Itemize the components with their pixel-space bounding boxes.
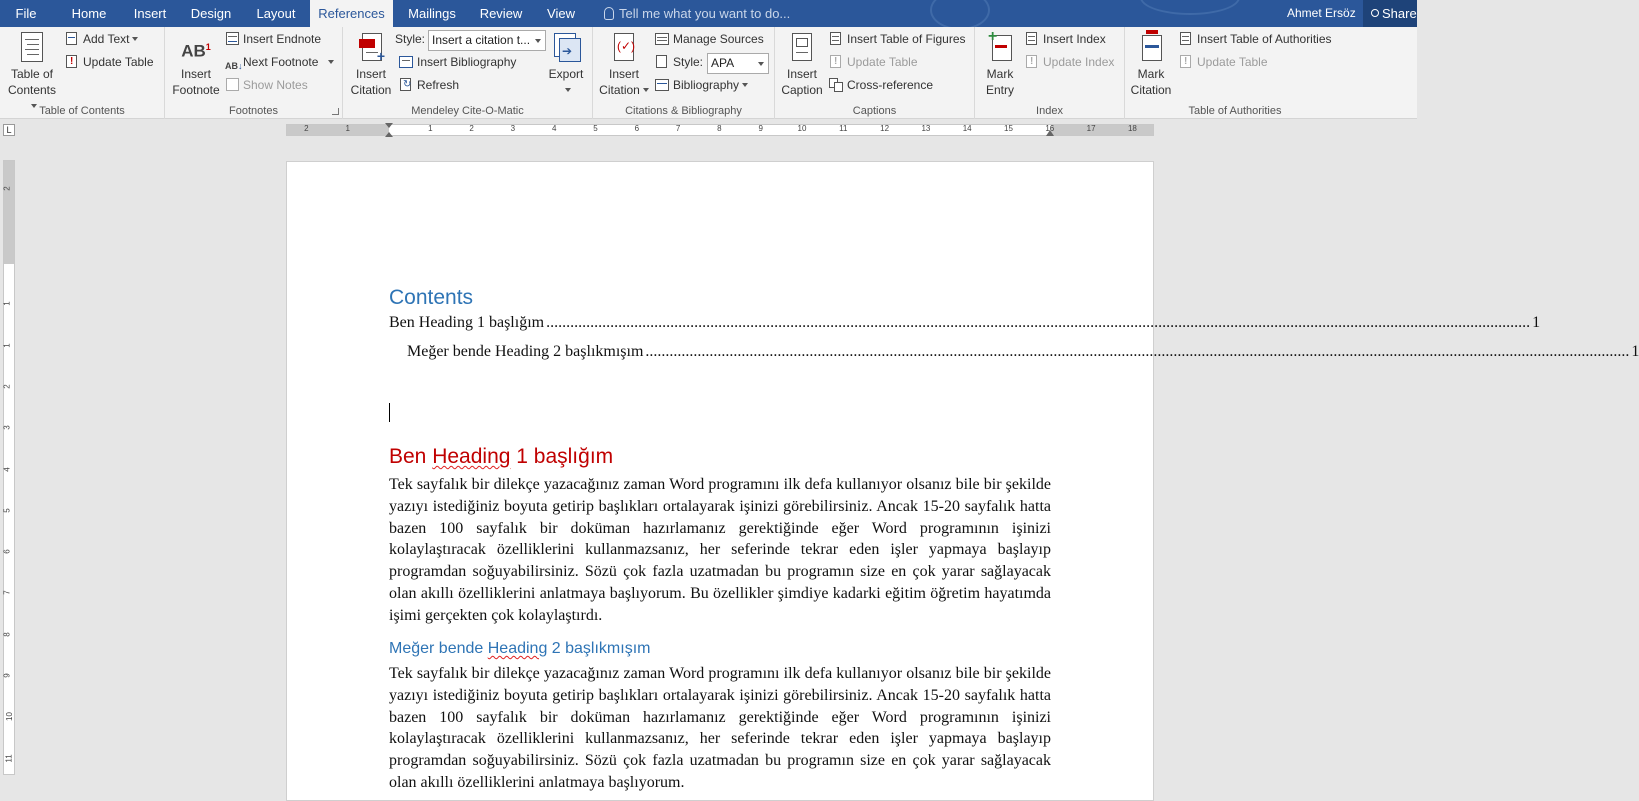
group-label: Table of Authorities: [1188, 105, 1282, 117]
export-button[interactable]: [543, 31, 589, 98]
mark-citation-button[interactable]: [1127, 31, 1175, 98]
ruler-number: 14: [962, 124, 972, 133]
mendeley-insert-citation-label: Insert: [355, 67, 386, 81]
toc-entry-page: 1: [1631, 343, 1639, 360]
tab-references[interactable]: References: [310, 0, 393, 27]
toc-leader: [546, 314, 1530, 332]
toc-entry-text: Ben Heading 1 başlığım: [389, 314, 545, 331]
ruler-number: 2: [304, 124, 309, 133]
mendeley-style-value: Insert a citation t...: [432, 33, 531, 47]
ruler-number: 17: [1086, 124, 1096, 133]
group-table-of-contents: [0, 27, 165, 119]
ruler-number: 3: [510, 124, 516, 133]
ruler-number: 11: [4, 753, 14, 763]
mendeley-insert-citation-label-2: Citation: [350, 83, 392, 97]
person-icon: [1371, 9, 1379, 17]
ruler-number: 8: [2, 631, 12, 637]
ruler-number: 10: [797, 124, 807, 133]
tab-view[interactable]: View: [547, 6, 575, 21]
style-icon: [655, 55, 669, 69]
manage-sources-icon: [655, 32, 669, 46]
toc-entry-text: Meğer bende Heading 2 başlıkmışım: [407, 343, 644, 360]
ruler-number: 5: [2, 508, 12, 513]
group-label: Mendeley Cite-O-Matic: [411, 105, 524, 117]
insert-index-label: Insert Index: [1043, 32, 1106, 46]
ruler-number: 13: [921, 124, 931, 133]
group-index: [975, 27, 1125, 119]
chevron-down-icon: [565, 88, 571, 92]
spelling-error[interactable]: Heading: [487, 640, 548, 657]
citation-style-value: APA: [711, 56, 735, 70]
insert-footnote-label: Insert: [180, 67, 211, 81]
group-citations-bibliography: [593, 27, 775, 119]
insert-citation-icon: (✓): [609, 31, 639, 63]
group-label: Table of Contents: [39, 105, 125, 117]
ruler-number: 10: [4, 712, 14, 722]
show-notes-button[interactable]: [225, 76, 308, 95]
toc-entry-page: 1: [1532, 314, 1541, 331]
insert-bibliography-label: Insert Bibliography: [417, 55, 517, 69]
mark-citation-icon: [1136, 31, 1166, 63]
ribbon: [0, 27, 1417, 119]
update-index-button[interactable]: [1025, 53, 1114, 72]
manage-sources-label: Manage Sources: [673, 32, 764, 46]
add-text-button[interactable]: [65, 30, 138, 49]
tab-file[interactable]: File: [15, 6, 37, 21]
tell-me-text: Tell me what you want to do...: [619, 6, 791, 21]
ruler-number: 3: [2, 425, 12, 430]
tab-insert[interactable]: Insert: [133, 6, 167, 21]
add-text-label: Add Text: [83, 32, 130, 46]
ruler-number: 8: [717, 124, 722, 133]
bibliography-icon: [399, 55, 413, 69]
mendeley-insert-citation-button[interactable]: [347, 31, 395, 98]
mendeley-style-select[interactable]: [428, 30, 546, 51]
update-table-button[interactable]: [65, 53, 154, 72]
chevron-down-icon: [742, 83, 748, 87]
citation-style-select[interactable]: [707, 53, 769, 74]
table-of-contents-button[interactable]: [4, 31, 60, 114]
citation-style-label: Style:: [673, 55, 704, 69]
ruler-number: 4: [2, 466, 12, 472]
chevron-down-icon: [132, 37, 138, 41]
horizontal-ruler[interactable]: [286, 124, 1154, 136]
insert-table-of-figures-label: Insert Table of Figures: [847, 32, 966, 46]
insert-footnote-button[interactable]: [169, 31, 223, 98]
next-footnote-label: Next Footnote: [243, 55, 319, 69]
ruler-number: 18: [1127, 124, 1137, 133]
update-table-icon: !: [829, 55, 843, 69]
cross-reference-button[interactable]: [829, 76, 933, 95]
share-label: Share: [1382, 6, 1417, 21]
ruler-number: 6: [634, 124, 640, 133]
endnote-icon: [225, 32, 239, 46]
group-label: Captions: [852, 105, 897, 117]
bibliography-icon: [655, 78, 669, 92]
chevron-down-icon: [535, 39, 541, 43]
document-page[interactable]: [286, 161, 1639, 801]
tab-home[interactable]: Home: [71, 6, 107, 21]
hanging-indent-icon[interactable]: [385, 132, 393, 137]
body-paragraph: Tek sayfalık bir dilekçe yazacağınız zaman Word programını ilk defa kullanıyor olsanız bile bir şekilde yazıyı istediğiniz boyuta getirip başlıkları ortalayarak işinizi görebilirsiniz. Ancak 15-20 sayfalık hatta bazen 100 sayfalık bir doküman hazırlamanız gerektiğinde eğer Word programının işinizi kolaylaştıracak özelliklerini kullanmazsanız, her seferinde tekrar eden işler yapmaya başlayıp programdan soğuyabilirsiniz. Sözü çok fazla uzatmadan bu programın size en çok yarar sağlayacak olan akıllı özelliklerini anlatmaya başlıyorum.: [389, 665, 1051, 791]
dialog-launcher-icon[interactable]: [332, 108, 339, 115]
table-of-figures-icon: [829, 32, 843, 46]
ruler-number: 16: [1045, 124, 1055, 133]
insert-index-button[interactable]: [1025, 30, 1106, 49]
group-mendeley: [343, 27, 593, 119]
table-of-contents-icon: [17, 31, 47, 63]
mark-citation-label: Mark: [1137, 67, 1165, 81]
show-notes-icon: [225, 78, 239, 92]
insert-caption-label-2: Caption: [781, 83, 823, 97]
refresh-icon: ↻: [399, 78, 413, 92]
update-index-label: Update Index: [1043, 55, 1115, 69]
tab-design[interactable]: Design: [190, 6, 232, 21]
insert-caption-button[interactable]: [779, 31, 825, 98]
background-decoration: [1140, 0, 1240, 15]
user-name[interactable]: Ahmet Ersöz: [1287, 6, 1356, 20]
insert-citation-label-2: Citation: [599, 83, 640, 97]
ruler-number: 15: [1004, 124, 1013, 133]
ruler-number: 7: [675, 124, 681, 133]
group-captions: [775, 27, 975, 119]
heading-1: Ben Heading 1 başlığım: [389, 445, 614, 468]
tab-mailings[interactable]: Mailings: [408, 6, 456, 21]
group-label: Citations & Bibliography: [625, 105, 742, 117]
mark-citation-label-2: Citation: [1130, 83, 1172, 97]
export-icon: ➔: [551, 31, 581, 63]
insert-citation-label: Insert: [608, 67, 639, 81]
update-table-icon: !: [1179, 55, 1193, 69]
ruler-number: 1: [2, 301, 12, 307]
citation-icon: +: [356, 31, 386, 63]
ruler-number: 2: [2, 185, 12, 191]
manage-sources-button[interactable]: [655, 30, 764, 49]
chevron-down-icon: [758, 62, 764, 66]
insert-table-of-authorities-label: Insert Table of Authorities: [1197, 32, 1332, 46]
mark-entry-button[interactable]: [977, 28, 1023, 98]
next-footnote-button[interactable]: [225, 53, 334, 72]
insert-index-icon: [1025, 32, 1039, 46]
mendeley-style-label: Style:: [395, 32, 426, 46]
ruler-number: 12: [880, 124, 890, 133]
table-of-contents-label: Table of: [10, 67, 54, 81]
share-button[interactable]: [1363, 0, 1417, 27]
toc-title: Contents: [389, 286, 474, 309]
text-cursor: [389, 403, 390, 422]
cross-reference-icon: [829, 78, 843, 92]
next-footnote-icon: AB↓: [225, 61, 243, 71]
insert-bibliography-button[interactable]: [399, 53, 516, 72]
authorities-update-table-button[interactable]: [1179, 53, 1268, 72]
captions-update-table-label: Update Table: [847, 55, 918, 69]
right-indent-icon[interactable]: [1046, 130, 1054, 136]
ruler-number: 7: [2, 590, 12, 596]
add-text-icon: [65, 32, 79, 46]
ruler-number: 1: [2, 342, 12, 348]
indent-marker-icon[interactable]: [385, 123, 393, 128]
ruler-row: [0, 119, 1417, 141]
ruler-number: 9: [758, 124, 763, 133]
ruler-number: 6: [2, 549, 12, 554]
lightbulb-icon: [604, 7, 614, 20]
export-label: Export: [548, 67, 584, 81]
cross-reference-label: Cross-reference: [847, 78, 934, 92]
tab-selector[interactable]: L: [3, 124, 15, 136]
group-label: Footnotes: [229, 105, 278, 117]
mark-entry-label: Mark: [986, 67, 1014, 81]
update-index-icon: !: [1025, 55, 1039, 69]
background-decoration: [930, 0, 990, 30]
insert-table-of-authorities-button[interactable]: [1179, 30, 1332, 49]
insert-table-of-figures-button[interactable]: [829, 30, 966, 49]
ruler-number: 9: [2, 673, 12, 678]
footnote-icon: $AB^1$: [181, 41, 211, 61]
mark-entry-icon: +: [985, 31, 1015, 63]
tell-me-search[interactable]: [604, 0, 790, 27]
heading-2: Meğer bende Heading 2 başlıkmışım: [389, 640, 651, 657]
vertical-ruler[interactable]: [3, 160, 15, 775]
insert-caption-label: Insert: [786, 67, 817, 81]
show-notes-label: Show Notes: [243, 78, 308, 92]
ruler-number: 11: [839, 124, 848, 133]
insert-endnote-button[interactable]: [225, 30, 321, 49]
citation-style-label-wrap: [655, 53, 703, 72]
toc-entry[interactable]: [407, 343, 1639, 361]
ruler-number: 2: [469, 124, 474, 133]
toc-leader: [645, 343, 1629, 361]
tab-review[interactable]: Review: [479, 6, 523, 21]
ruler-number: 2: [2, 384, 12, 389]
ruler-number: 1: [345, 124, 350, 133]
table-of-contents-label-2: Contents: [7, 83, 57, 97]
ruler-number: 4: [551, 124, 557, 133]
bibliography-label: Bibliography: [673, 78, 740, 92]
insert-footnote-label-2: Footnote: [172, 83, 220, 97]
tab-layout[interactable]: Layout: [256, 6, 296, 21]
toc-entry[interactable]: [389, 314, 1541, 332]
authorities-update-table-label: Update Table: [1197, 55, 1268, 69]
refresh-label: Refresh: [417, 78, 460, 92]
insert-caption-icon: [787, 31, 817, 63]
chevron-down-icon: [643, 88, 649, 92]
refresh-button[interactable]: [399, 76, 459, 95]
insert-endnote-label: Insert Endnote: [243, 32, 322, 46]
bibliography-button[interactable]: [655, 76, 748, 95]
captions-update-table-button[interactable]: [829, 53, 918, 72]
ruler-number: 5: [593, 124, 598, 133]
update-table-label: Update Table: [83, 55, 154, 69]
ruler-number: 1: [428, 124, 433, 133]
ribbon-tab-bar: [0, 0, 1417, 27]
insert-citation-button[interactable]: [595, 31, 653, 98]
group-footnotes: [165, 27, 343, 119]
body-paragraph: Tek sayfalık bir dilekçe yazacağınız zaman Word programını ilk defa kullanıyor olsanız bile bir şekilde yazıyı istediğiniz boyuta getirip başlıkları ortalayarak işinizi görebilirsiniz. Ancak 15-20 sayfalık hatta bazen 100 sayfalık bir doküman hazırlamanız gerektiğinde eğer Word programının işinizi kolaylaştıracak özelliklerini kullanmazsanız, her seferinde tekrar eden işler yapmaya başlayıp programdan soğuyabilirsiniz. Sözü çok fazla uzatmadan bu programın size en çok yarar sağlayacak olan akıllı özelliklerini anlatmaya başlıyorum. Bu özellikler şimdiye kadarki eğitim öğretim hayatımda işimi gerçekten çok kolaylaştırdı.: [389, 476, 1051, 624]
group-table-of-authorities: [1125, 27, 1345, 119]
update-table-icon: !: [65, 55, 79, 69]
mark-entry-label-2: Entry: [985, 83, 1014, 97]
chevron-down-icon: [328, 60, 334, 64]
table-of-authorities-icon: [1179, 32, 1193, 46]
spelling-error[interactable]: Heading: [432, 445, 511, 468]
group-label: Index: [1036, 105, 1063, 117]
